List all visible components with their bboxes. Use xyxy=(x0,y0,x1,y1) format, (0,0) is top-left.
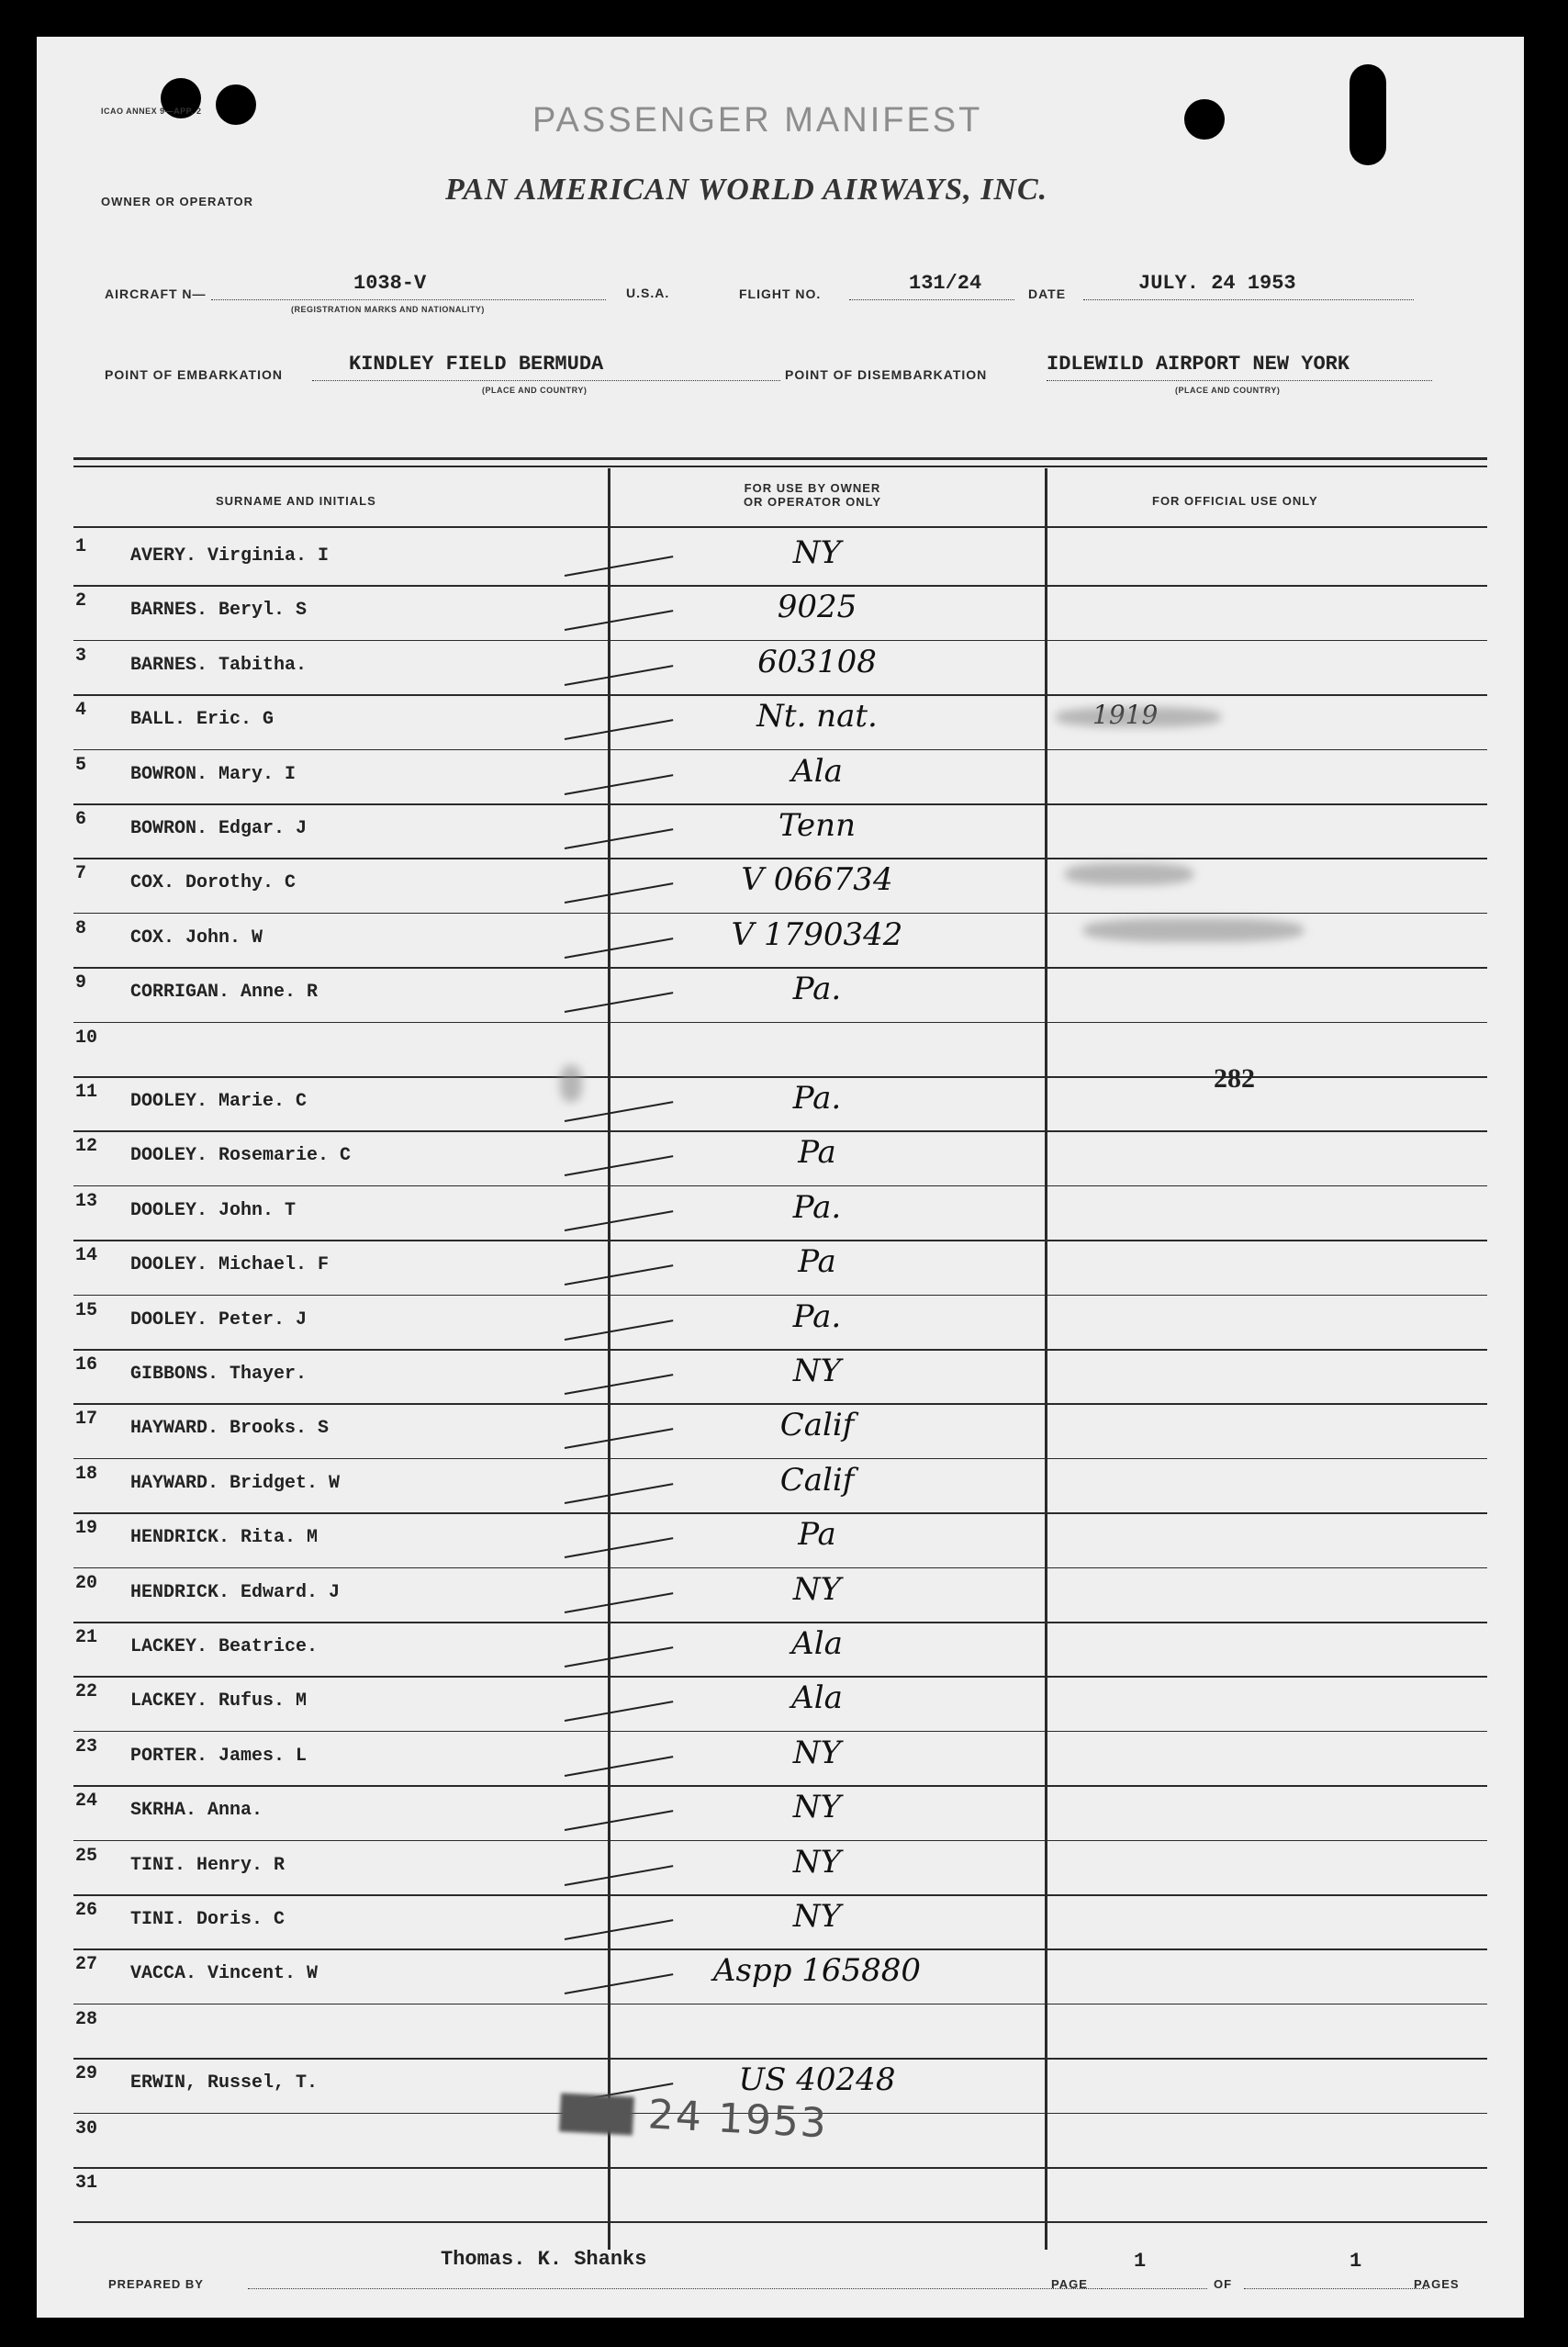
passenger-name: COX. Dorothy. C xyxy=(130,872,297,894)
row-number: 24 xyxy=(75,1791,98,1813)
passenger-name: DOOLEY. Michael. F xyxy=(130,1254,330,1276)
row-rule xyxy=(73,749,1487,751)
row-number: 1 xyxy=(75,536,87,557)
operator-note: NY xyxy=(792,1898,842,1935)
row-number: 11 xyxy=(75,1082,98,1103)
official-number: 282 xyxy=(1214,1063,1255,1094)
operator-note: Pa xyxy=(798,1243,836,1281)
pages-label: PAGES xyxy=(1414,2277,1460,2291)
col-header-owner: FOR USE BY OWNER OR OPERATOR ONLY xyxy=(743,481,882,509)
row-rule xyxy=(73,1185,1487,1187)
row-rule xyxy=(73,1676,1487,1678)
operator-note: Ala xyxy=(791,752,843,790)
row-rule xyxy=(73,1731,1487,1733)
row-number: 26 xyxy=(75,1900,98,1921)
usa-label: U.S.A. xyxy=(626,286,670,300)
passenger-name: VACCA. Vincent. W xyxy=(130,1963,319,1985)
row-number: 18 xyxy=(75,1463,98,1485)
operator-note: Ala xyxy=(791,1679,843,1717)
passenger-name: HAYWARD. Brooks. S xyxy=(130,1418,330,1440)
aircraft-label: AIRCRAFT N— xyxy=(105,286,207,301)
operator-note: Pa xyxy=(798,1134,836,1172)
operator-note: Calif xyxy=(779,1407,855,1444)
row-number: 2 xyxy=(75,590,87,612)
passenger-name: PORTER. James. L xyxy=(130,1745,308,1767)
passenger-name: DOOLEY. Peter. J xyxy=(130,1308,308,1331)
passenger-name: AVERY. Virginia. I xyxy=(130,545,330,567)
row-number: 17 xyxy=(75,1409,98,1431)
row-number: 27 xyxy=(75,1954,98,1976)
punch-hole-left-2 xyxy=(216,84,256,125)
operator-note: Calif xyxy=(779,1461,855,1499)
row-rule xyxy=(73,1022,1487,1024)
page-label: PAGE xyxy=(1051,2277,1088,2291)
passenger-name: TINI. Henry. R xyxy=(130,1854,286,1876)
form-code: ICAO ANNEX 9—APP. 2 xyxy=(101,107,202,116)
row-number: 4 xyxy=(75,700,87,722)
embarkation-value: KINDLEY FIELD BERMUDA xyxy=(349,353,604,376)
passenger-name: GIBBONS. Thayer. xyxy=(130,1364,308,1385)
col-header-surname: SURNAME AND INITIALS xyxy=(216,494,376,508)
passenger-name: ERWIN, Russel, T. xyxy=(130,2072,319,2094)
prepared-by: Thomas. K. Shanks xyxy=(441,2248,647,2271)
row-rule xyxy=(73,1567,1487,1569)
date-stamp: 24 1953 xyxy=(559,2086,829,2147)
column-divider-1 xyxy=(608,468,610,2250)
row-rule xyxy=(73,585,1487,587)
row-number: 6 xyxy=(75,809,87,830)
of-label: OF xyxy=(1214,2277,1233,2291)
row-rule xyxy=(73,913,1487,915)
passenger-name: BOWRON. Mary. I xyxy=(130,763,297,785)
operator-note: Pa. xyxy=(792,971,842,1008)
operator-note: V 066734 xyxy=(741,861,893,899)
row-rule xyxy=(73,2167,1487,2169)
row-number: 10 xyxy=(75,1027,98,1049)
col-header-official: FOR OFFICIAL USE ONLY xyxy=(1152,494,1318,508)
row-number: 9 xyxy=(75,972,87,994)
operator-note: 603108 xyxy=(757,643,877,680)
punch-hole-right xyxy=(1184,99,1225,140)
row-rule xyxy=(73,1130,1487,1132)
operator-note: NY xyxy=(792,1734,842,1771)
passenger-name: BARNES. Beryl. S xyxy=(130,600,308,622)
row-rule xyxy=(73,2004,1487,2005)
row-rule xyxy=(73,967,1487,969)
passenger-name: HENDRICK. Edward. J xyxy=(130,1581,341,1603)
page-total: 1 xyxy=(1350,2250,1362,2273)
operator-note: Pa. xyxy=(792,1297,842,1335)
row-rule xyxy=(73,858,1487,859)
page-number: 1 xyxy=(1134,2250,1147,2273)
operator-name: PAN AMERICAN WORLD AIRWAYS, INC. xyxy=(445,173,1048,207)
passenger-name: BALL. Eric. G xyxy=(130,709,274,731)
passenger-name: TINI. Doris. C xyxy=(130,1909,286,1930)
row-number: 28 xyxy=(75,2008,98,2030)
prepared-label: PREPARED BY xyxy=(108,2277,204,2291)
row-rule xyxy=(73,1894,1487,1896)
row-rule xyxy=(73,1076,1487,1078)
row-number: 7 xyxy=(75,863,87,885)
row-number: 23 xyxy=(75,1735,98,1757)
disembarkation-value: IDLEWILD AIRPORT NEW YORK xyxy=(1047,353,1350,376)
row-number: 14 xyxy=(75,1245,98,1267)
row-number: 5 xyxy=(75,754,87,776)
row-number: 30 xyxy=(75,2117,98,2139)
row-rule xyxy=(73,1349,1487,1351)
row-number: 22 xyxy=(75,1681,98,1703)
row-number: 21 xyxy=(75,1627,98,1648)
row-rule xyxy=(73,2221,1487,2223)
row-rule xyxy=(73,2058,1487,2060)
passenger-name: DOOLEY. John. T xyxy=(130,1199,297,1221)
row-number: 25 xyxy=(75,1845,98,1867)
operator-note: Ala xyxy=(791,1625,843,1662)
passenger-name: HENDRICK. Rita. M xyxy=(130,1527,319,1549)
passenger-name: BOWRON. Edgar. J xyxy=(130,818,308,839)
row-number: 20 xyxy=(75,1572,98,1594)
operator-note: Tenn xyxy=(778,807,856,844)
operator-note: V 1790342 xyxy=(731,915,903,953)
disembarkation-label: POINT OF DISEMBARKATION xyxy=(785,367,988,382)
row-rule xyxy=(73,694,1487,696)
row-rule xyxy=(73,1622,1487,1623)
embarkation-caption: (PLACE AND COUNTRY) xyxy=(482,386,588,395)
row-number: 12 xyxy=(75,1136,98,1158)
passenger-name: HAYWARD. Bridget. W xyxy=(130,1472,341,1494)
operator-note: Pa. xyxy=(792,1080,842,1117)
row-rule xyxy=(73,803,1487,805)
row-rule xyxy=(73,640,1487,642)
row-number: 31 xyxy=(75,2173,98,2194)
passenger-name: LACKEY. Rufus. M xyxy=(130,1690,308,1713)
operator-note: NY xyxy=(792,1353,842,1389)
operator-note: NY xyxy=(792,1570,842,1608)
passenger-name: DOOLEY. Marie. C xyxy=(130,1091,308,1112)
operator-note: Aspp 165880 xyxy=(712,1952,922,1990)
row-rule xyxy=(73,1512,1487,1514)
passenger-name: DOOLEY. Rosemarie. C xyxy=(130,1145,352,1167)
row-rule xyxy=(73,1295,1487,1297)
row-rule xyxy=(73,1840,1487,1842)
operator-note: Pa. xyxy=(792,1188,842,1226)
manifest-sheet xyxy=(37,37,1524,2318)
row-number: 29 xyxy=(75,2063,98,2085)
operator-note: Pa xyxy=(798,1516,836,1554)
aircraft-value: 1038-V xyxy=(353,272,427,295)
passenger-name: CORRIGAN. Anne. R xyxy=(130,982,319,1004)
row-rule xyxy=(73,1240,1487,1241)
flight-date: JULY. 24 1953 xyxy=(1138,272,1296,295)
row-number: 15 xyxy=(75,1299,98,1321)
operator-note: NY xyxy=(792,1789,842,1826)
row-number: 16 xyxy=(75,1354,98,1376)
flight-label: FLIGHT NO. xyxy=(739,286,822,301)
operator-note: Nt. nat. xyxy=(756,698,878,736)
row-number: 3 xyxy=(75,645,87,667)
row-rule xyxy=(73,1948,1487,1950)
passenger-name: BARNES. Tabitha. xyxy=(130,654,308,676)
embarkation-label: POINT OF EMBARKATION xyxy=(105,367,283,382)
row-rule xyxy=(73,1403,1487,1405)
flight-number: 131/24 xyxy=(909,272,982,295)
column-divider-2 xyxy=(1045,468,1047,2250)
date-label: DATE xyxy=(1028,286,1067,301)
disembarkation-caption: (PLACE AND COUNTRY) xyxy=(1175,386,1281,395)
row-rule xyxy=(73,1785,1487,1787)
punch-hole-right-2 xyxy=(1350,64,1386,165)
operator-note: NY xyxy=(792,534,842,571)
operator-note: NY xyxy=(792,1843,842,1881)
row-rule xyxy=(73,1458,1487,1460)
passenger-name: COX. John. W xyxy=(130,926,263,949)
registration-caption: (REGISTRATION MARKS AND NATIONALITY) xyxy=(291,305,485,314)
owner-label: OWNER OR OPERATOR xyxy=(101,195,254,208)
operator-note: 9025 xyxy=(777,589,857,626)
operator-note: US 40248 xyxy=(738,2061,896,2099)
row-number: 13 xyxy=(75,1190,98,1212)
passenger-name: LACKEY. Beatrice. xyxy=(130,1636,319,1657)
passenger-name: SKRHA. Anna. xyxy=(130,1800,263,1822)
row-number: 19 xyxy=(75,1518,98,1540)
form-title: PASSENGER MANIFEST xyxy=(532,101,983,140)
row-number: 8 xyxy=(75,917,87,939)
